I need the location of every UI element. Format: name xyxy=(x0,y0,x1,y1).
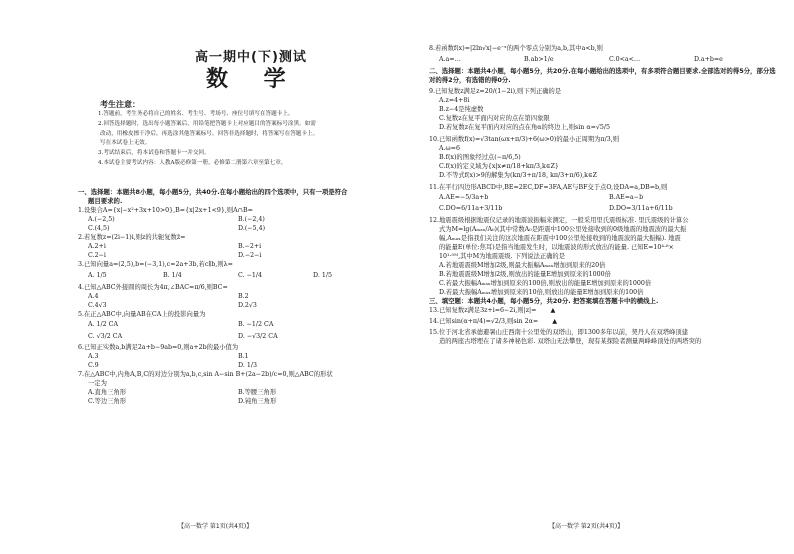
right-column xyxy=(429,44,779,346)
section-1 xyxy=(78,188,388,406)
question-10 xyxy=(429,135,779,180)
question-4 xyxy=(78,283,388,310)
option-a: A.a=… xyxy=(439,56,461,63)
option-b: B.1 xyxy=(238,353,249,360)
question-9 xyxy=(429,87,779,132)
option-b: B. −1/2 CA xyxy=(238,321,274,328)
exam-subject: 数 学 xyxy=(206,67,300,92)
question-14 xyxy=(429,317,779,326)
option-d: D. 1/5 xyxy=(313,272,332,279)
option-d: D.钝角三角形 xyxy=(238,398,277,405)
option-a: A.z=4+8i xyxy=(439,97,470,104)
option-a: A.直角三角形 xyxy=(88,389,127,396)
option-b: B.−2+i xyxy=(238,243,262,250)
question-11 xyxy=(429,183,779,214)
option-c: C.0<a<… xyxy=(609,56,641,63)
notice-item: 3.考试结束后，将本试卷和答题卡一并交回。 xyxy=(98,150,210,157)
notice-item: 2.回答选择题时，选出每小题答案后，用铅笔把答题卡上对应题目的答案标号涂黑。如需 xyxy=(98,120,316,127)
section-2-heading: 二、选择题：本题共4小题，每小题5分，共20分.在每小题给出的选项中，有多项符合题目要求.全部选对的得5分，部分选对的得2分，有选错的得0分. xyxy=(429,67,776,84)
option-a: A. 1/2 CA xyxy=(88,321,119,328)
option-a: A.ω=6 xyxy=(439,145,460,152)
question-13 xyxy=(429,306,779,315)
notice-heading: 考生注意： xyxy=(100,100,140,109)
option-d: D.(−5,4) xyxy=(238,225,266,232)
question-stem: 9.已知复数z满足z=20/(1−2i),则下列正确的是 xyxy=(429,88,562,95)
option-a: A.3 xyxy=(88,353,99,360)
option-a: A. 1/5 xyxy=(88,272,107,279)
answer-blank-mark: ▲ xyxy=(552,318,558,325)
question-stem: 11.在平行四边形ABCD中,BE=2EC,DF=3FA,AE与BF交于点O,设DA=a,DB=b,则 xyxy=(429,184,668,191)
option-d: D. 1/3 xyxy=(238,362,257,369)
notice-list xyxy=(98,110,358,169)
question-12 xyxy=(429,216,779,297)
option-b: B.z−4是纯虚数 xyxy=(439,106,484,113)
answer-blank-mark: ▲ xyxy=(550,307,556,314)
option-b: B.ab>1/e xyxy=(524,56,554,63)
option-c: C.复数z在复平面内对应的点在第四象限 xyxy=(439,115,550,122)
option-c: C.等边三角形 xyxy=(88,398,127,405)
option-d: D.a+b=e xyxy=(694,56,723,63)
notice-item: 写在本试卷上无效。 xyxy=(100,140,151,147)
option-c: C. −1/4 xyxy=(238,272,263,279)
option-d: D.不等式f(x)>9的解集为(kπ/3+π/18, kπ/3+π/6),k∈Z xyxy=(439,172,598,179)
question-2 xyxy=(78,233,388,260)
question-stem-line: 10¹·⁵ᴹ,其中M为地震震级. 下列说法正确的是 xyxy=(439,253,566,260)
option-d: D.DO=3/11a+6/11b xyxy=(609,205,673,212)
option-b: B.等腰三角形 xyxy=(238,389,277,396)
question-stem: 8.若函数f(x)=|2ln√x|−e⁻ˣ的两个零点分别为a,b,其中a<b,则 xyxy=(429,45,603,52)
question-5 xyxy=(78,310,388,343)
question-15-line-2: 造的两座古塔埋在了诸多神秘色彩. 双塔山无法攀登，现有某探险者测量两峰峰顶处的两塔突的 xyxy=(439,338,702,345)
option-d: D. −√3/2 CA xyxy=(238,333,278,340)
question-6 xyxy=(78,343,388,370)
question-1 xyxy=(78,206,388,233)
question-stem: 5.在正△ABC中,向量AB在CA上的投影向量为 xyxy=(78,311,206,318)
option-a: A.4 xyxy=(88,293,99,300)
option-c: C.DO=6/11a+3/11b xyxy=(439,205,503,212)
option-d: D.−2−i xyxy=(238,252,262,259)
page-footer: 【高一数学 第2页(共4页)】 xyxy=(549,523,624,530)
question-stem: 13.已知复数z满足3z+i=6−2i,则|z|= xyxy=(429,307,537,314)
exam-title: 高一期中(下)测试 xyxy=(195,50,307,65)
option-b: B.若地震震级M增加2级,则放出的能量E增加到原来的1000倍 xyxy=(439,271,611,278)
question-stem: 2.若复数z=(2i−1)i,则z的共轭复数z̄= xyxy=(78,234,186,241)
notice-item: 1.答题前，考生务必将自己的姓名、考生号、考场号、座位号填写在答题卡上。 xyxy=(98,111,294,117)
option-c: C. √3/2 CA xyxy=(88,333,123,340)
option-d: D.若复数z在复平面内对应的点在角α的终边上,则sin α=√5/5 xyxy=(439,124,611,131)
question-stem: 10.已知函数f(x)=√3tan(ωx+π/3)+6(ω>0)的最小正周期为π/3,则 xyxy=(429,136,620,143)
notice-item: 改动，用橡皮擦干净后，再选涂其他答案标号。回答非选择题时，将答案写在答题卡上。 xyxy=(100,130,319,137)
option-c: C.4√3 xyxy=(88,302,107,309)
question-stem: 3.已知向量a=(2,5),b=(−3,1),c=2a+3b,若c∥b,则λ= xyxy=(78,261,233,268)
page-footer: 【高一数学 第1页(共4页)】 xyxy=(178,523,253,530)
option-c: C.9 xyxy=(88,362,99,369)
question-stem: 7.在△ABC中,内角A,B,C的对边分别为a,b,c,sin A−sin B+(2a−2b)/c=0,则△ABC的形状 xyxy=(78,371,333,378)
section-3-heading: 三、填空题：本题共4小题，每小题5分，共20分. 把答案填在答题卡中的横线上. xyxy=(429,297,659,305)
question-stem-cont: 一定为 xyxy=(88,380,107,387)
notice-item: 4.本试卷主要考试内容：人教A版必修第一册，必修第二册第六章至第七章。 xyxy=(98,159,287,166)
option-c: C.2−i xyxy=(88,252,106,259)
option-c: C.f(x)的定义域为{x|x≠π/18+kπ/3,k∈Z} xyxy=(439,163,559,170)
question-stem: 14.已知sin(α+π/4)=√2/3,则sin 2α= xyxy=(429,318,539,325)
option-a: A.2+i xyxy=(88,243,106,250)
question-stem-line: 式为M=lg(Aₘₐₓ/A₀)(其中常数A₀是距震中100公里处接收到的0级地震的地震波的最大振 xyxy=(439,226,687,233)
question-stem: 1.设集合A={x|−x²+3x+10>0},B={x|2x+1<9},则A∩B= xyxy=(78,207,253,214)
section-1-heading: 一、选择题：本题共8小题，每小题5分，共40分.在每小题给出的四个选项中，只有一项是符合 xyxy=(78,188,348,196)
option-b: B.AE=a−b xyxy=(609,194,644,201)
option-b: B.(−2,4) xyxy=(238,216,265,223)
question-stem-line: 的能量E(单位:焦耳)是指当地震发生时，以地震波的形式放出的能量. 已知E=10⁴·⁸× xyxy=(439,244,674,251)
question-stem: 6.已知正实数a,b满足2a+b−9ab=0,则a+2b的最小值为 xyxy=(78,344,239,351)
option-b: B.2 xyxy=(238,293,249,300)
option-b: B.f(x)的图象经过点(−π/6,5) xyxy=(439,154,521,161)
option-c: C.若最大振幅Aₘₐₓ增加到原来的100倍,则放出的能量E增加到原来的1000倍 xyxy=(439,280,652,287)
option-c: C.(4,5) xyxy=(88,225,110,232)
option-a: A.(−2,5) xyxy=(88,216,115,223)
option-b: B. 1/4 xyxy=(163,272,182,279)
option-d: D.2√3 xyxy=(238,302,257,309)
question-15-line-1: 15.位于河北省承德避暑山庄西南十公里处的双塔山，即1300多年以前，契丹人在双塔峰顶建 xyxy=(429,329,689,336)
right-page xyxy=(397,0,794,554)
option-a: A.若地震震级M增加2级,则最大振幅Aₘₐₓ增加到原来的20倍 xyxy=(439,262,606,269)
option-d: D.若最大振幅Aₘₐₓ增加到原来的10倍,则放出的能量E增加到原来的100倍 xyxy=(439,289,644,296)
question-3 xyxy=(78,260,388,283)
option-a: A.AE=−5/3a+b xyxy=(439,194,489,201)
section-1-heading-2: 题目要求的. xyxy=(88,197,123,205)
question-stem-line: 12.地震震级根据地震仪记录的地震波振幅来测定，一般采用里氏震级标准. 里氏震级的计算公 xyxy=(429,217,689,224)
question-7 xyxy=(78,370,388,406)
question-stem: 4.已知△ABC外接圆的周长为4π,∠BAC=π/6,则BC= xyxy=(78,284,228,291)
question-8 xyxy=(429,44,779,67)
question-stem-line: 幅,Aₘₐₓ是指我们关注的这次地震在距震中100公里处接收到的地震波的最大振幅). 地震 xyxy=(439,235,681,242)
